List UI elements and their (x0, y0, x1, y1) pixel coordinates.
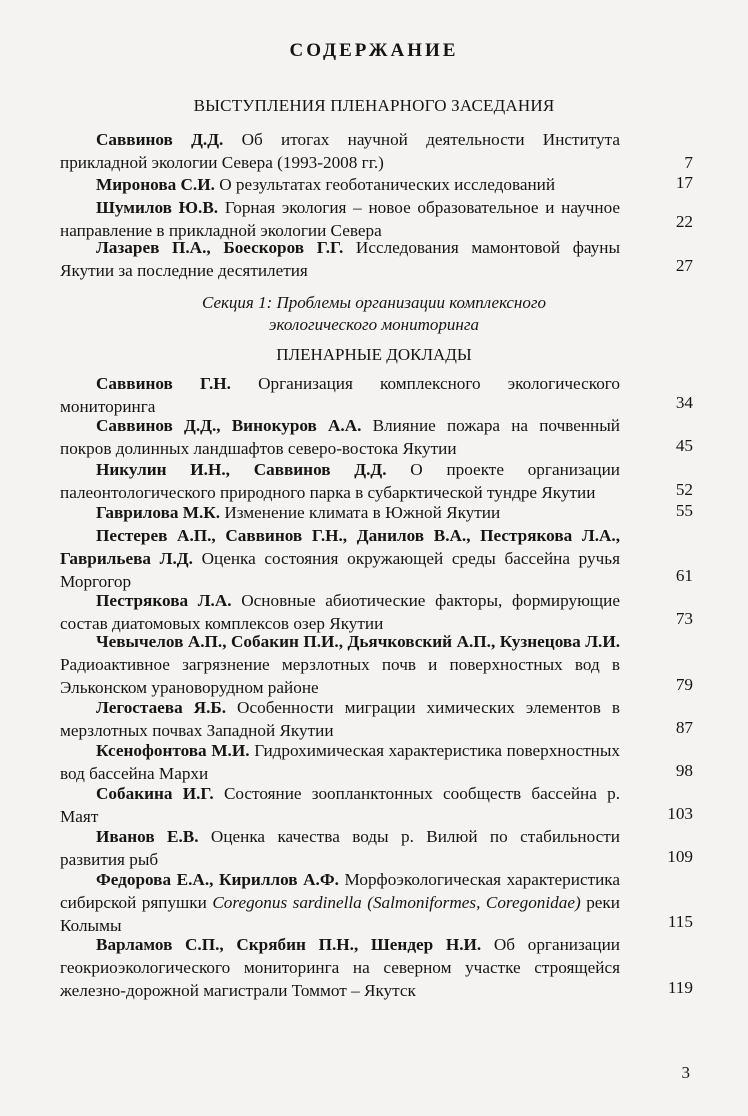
reports-heading: ПЛЕНАРНЫЕ ДОКЛАДЫ (276, 345, 472, 364)
entry-authors: Варламов С.П., Скрябин П.Н., Шендер Н.И. (96, 935, 482, 954)
toc-entry[interactable] (60, 589, 620, 635)
entry-authors: Лазарев П.А., Боескоров Г.Г. (96, 238, 344, 257)
toc-entry[interactable] (60, 236, 620, 282)
entry-authors: Саввинов Д.Д. (96, 130, 224, 149)
entry-page: 115 (667, 912, 693, 931)
entry-authors: Саввинов Г.Н. (96, 374, 231, 393)
entry-page: 103 (667, 804, 693, 823)
entry-title: Оценка качества воды р. Вилюй по стабильности развития рыб (60, 827, 620, 869)
entry-title: Влияние пожара на почвенный покров долинных ландшафтов северо-востока Якутии (60, 416, 620, 458)
plenary-heading: ВЫСТУПЛЕНИЯ ПЛЕНАРНОГО ЗАСЕДАНИЯ (193, 96, 555, 115)
entry-page: 45 (675, 436, 693, 455)
entry-page: 22 (675, 212, 693, 231)
entry-authors: Гаврилова М.К. (96, 503, 221, 522)
entry-title: Оценка состояния окружающей среды бассейна ручья Моргогор (60, 549, 620, 591)
section-line: Секция 1: Проблемы организации комплексного (201, 293, 547, 312)
toc-entry[interactable] (60, 739, 620, 785)
entry-title: Исследования мамонтовой фауны Якутии за последние десятилетия (60, 238, 620, 280)
entry-title: Основные абиотические факторы, формирующие состав диатомовых комплексов озер Якутии (60, 591, 620, 633)
toc-entry[interactable] (60, 458, 620, 504)
entry-title: Организация комплексного экологического мониторинга (60, 374, 621, 416)
toc-entry[interactable] (60, 128, 620, 174)
toc-entry[interactable] (60, 372, 620, 418)
entry-title-tail: реки Колымы (60, 893, 620, 935)
entry-title: Об итогах научной деятельности Института прикладной экологии Севера (1993-2008 гг.) (60, 130, 620, 172)
page-number: 3 (681, 1063, 690, 1082)
entry-authors: Легостаева Я.Б. (96, 698, 227, 717)
entry-title: О результатах геоботанических исследований (214, 175, 556, 194)
entry-authors: Пестерев А.П., Саввинов Г.Н., Данилов В.А., Пестрякова Л.А., Гаврильева Л.Д. (60, 526, 620, 568)
entry-page: 17 (675, 173, 693, 192)
entry-title: Об организации геокриоэкологического мониторинга на северном участке строящейся железно-дорожной магистрали Томмот – Якутск (60, 935, 620, 1000)
entry-title: Изменение климата в Южной Якутии (220, 503, 501, 522)
entry-authors: Ксенофонтова М.И. (96, 741, 250, 760)
toc-entry[interactable] (60, 825, 620, 871)
entry-page: 119 (667, 978, 693, 997)
entry-page: 7 (684, 153, 693, 172)
entry-title-italic: Coregonus sardinella (Salmoniformes, Coregonidae) (212, 893, 581, 912)
entry-page: 61 (675, 566, 693, 585)
entry-authors: Шумилов Ю.В. (96, 198, 219, 217)
entry-page: 87 (675, 718, 693, 737)
entry-page: 55 (675, 501, 693, 520)
entry-title: Состояние зоопланктонных сообществ бассейна р. Маят (60, 784, 620, 826)
toc-entry[interactable] (60, 524, 620, 593)
section-line: экологического мониторинга (269, 315, 479, 334)
toc-entry[interactable] (60, 501, 620, 524)
toc-entry[interactable] (60, 868, 620, 937)
entry-authors: Миронова С.И. (96, 175, 215, 194)
entry-authors: Федорова Е.А., Кириллов А.Ф. (96, 870, 339, 889)
entry-authors: Саввинов Д.Д., Винокуров А.А. (96, 416, 362, 435)
entry-page: 79 (675, 675, 693, 694)
entry-title: Горная экология – новое образовательное и научное направление в прикладной экологии Севера (60, 198, 621, 240)
entry-title: О проекте организации палеонтологического природного парка в субарктической тундре Якутии (60, 460, 620, 502)
entry-authors: Никулин И.Н., Саввинов Д.Д. (96, 460, 387, 479)
entry-title: Гидрохимическая характеристика поверхностных вод бассейна Мархи (60, 741, 620, 783)
toc-entry[interactable] (60, 630, 620, 699)
entry-page: 109 (667, 847, 693, 866)
entry-page: 34 (675, 393, 693, 412)
entry-authors: Иванов Е.В. (96, 827, 199, 846)
entry-title: Радиоактивное загрязнение мерзлотных почв и поверхностных вод в Эльконском урановорудном районе (60, 655, 620, 697)
toc-entry[interactable] (60, 696, 620, 742)
section-heading (0, 292, 748, 336)
entry-page: 52 (675, 480, 693, 499)
entry-authors: Пестрякова Л.А. (96, 591, 232, 610)
entry-page: 73 (675, 609, 693, 628)
toc-entry[interactable] (60, 414, 620, 460)
entry-title: Морфоэкологическая характеристика сибирской ряпушки (60, 870, 621, 912)
entry-authors: Чевычелов А.П., Собакин П.И., Дьячковский А.П., Кузнецова Л.И. (96, 632, 620, 651)
entry-authors: Собакина И.Г. (96, 784, 214, 803)
page-title: СОДЕРЖАНИЕ (289, 40, 459, 61)
entry-title: Особенности миграции химических элементов в мерзлотных почвах Западной Якутии (60, 698, 620, 740)
entry-page: 98 (675, 761, 693, 780)
toc-entry[interactable] (60, 782, 620, 828)
toc-entry[interactable] (60, 933, 620, 1002)
entry-page: 27 (675, 256, 693, 275)
toc-entry[interactable] (60, 173, 620, 196)
